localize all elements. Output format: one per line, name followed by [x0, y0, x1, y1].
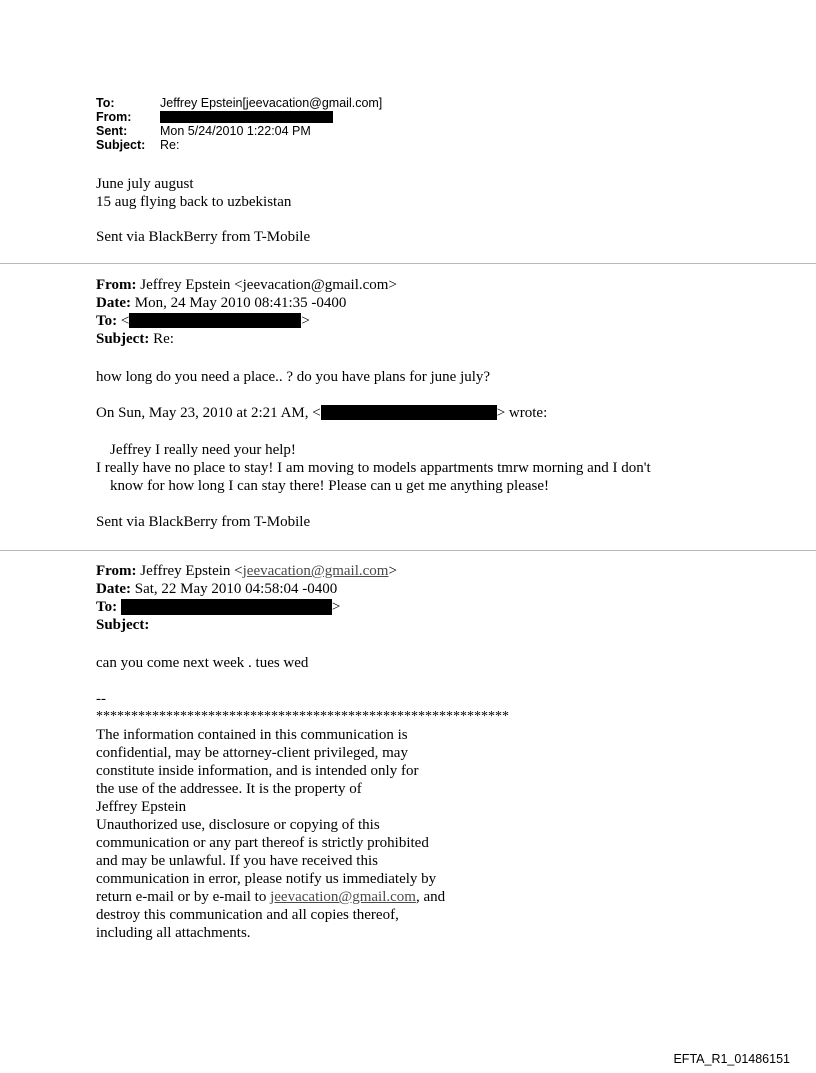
disclaimer-line: communication or any part thereof is strictly prohibited	[96, 835, 429, 851]
disclaimer-email-link[interactable]: jeevacation@gmail.com	[270, 889, 416, 905]
header-sent-row	[96, 124, 382, 138]
header-to-row	[96, 96, 382, 110]
header-from-row	[96, 110, 382, 124]
disclaimer-email-suffix: , and	[415, 889, 446, 905]
quote-intro-line	[96, 404, 547, 422]
redaction-bar	[160, 111, 333, 123]
from-email-link[interactable]: jeevacation@gmail.com	[242, 563, 389, 579]
disclaimer-line: communication in error, please notify us immediately by	[96, 871, 437, 887]
message2-signature	[96, 513, 310, 531]
to-label: To:	[96, 599, 118, 615]
quote-line: Jeffrey I really need your help!	[110, 442, 296, 458]
subject-label: Subject:	[96, 617, 150, 633]
from-label: From:	[96, 110, 132, 124]
date-value: Mon, 24 May 2010 08:41:35 -0400	[134, 295, 347, 311]
signature-dashes: --	[96, 691, 106, 707]
date-label: Date:	[96, 295, 131, 311]
message3-subject-row	[96, 616, 397, 634]
from-prefix: Jeffrey Epstein <	[140, 563, 243, 579]
document-id: EFTA_R1_01486151	[673, 1052, 790, 1066]
disclaimer-line: the use of the addressee. It is the property of	[96, 781, 362, 797]
quote-intro-text: On Sun, May 23, 2010 at 2:21 AM, <	[96, 405, 321, 421]
message3-header	[96, 562, 397, 634]
disclaimer-line: Jeffrey Epstein	[96, 799, 187, 815]
signature-text: Sent via BlackBerry from T-Mobile	[96, 229, 311, 245]
to-open: <	[120, 313, 130, 329]
redaction-bar	[321, 405, 497, 420]
message2-body	[96, 368, 490, 386]
body-text: can you come next week . tues wed	[96, 655, 309, 671]
message3-to-row	[96, 598, 397, 616]
from-suffix: >	[388, 563, 397, 579]
separator-stars: ***********************************************************	[96, 709, 509, 724]
message3-from-row	[96, 562, 397, 580]
to-label: To:	[96, 96, 115, 110]
from-label: From:	[96, 563, 137, 579]
subject-value: Re:	[153, 331, 174, 347]
divider	[0, 263, 816, 264]
message3-date-row	[96, 580, 397, 598]
message1-line2: 15 aug flying back to uzbekistan	[96, 194, 292, 210]
from-label: From:	[96, 277, 137, 293]
message3-body	[96, 654, 308, 672]
message1-line1: June july august	[96, 176, 194, 192]
sent-value: Mon 5/24/2010 1:22:04 PM	[160, 124, 311, 138]
message2-to-row	[96, 312, 397, 330]
message3-signature-block	[96, 690, 509, 942]
disclaimer-line: Unauthorized use, disclosure or copying of this	[96, 817, 380, 833]
sent-label: Sent:	[96, 124, 128, 138]
message1-body	[96, 175, 291, 211]
from-value: Jeffrey Epstein <jeevacation@gmail.com>	[140, 277, 397, 293]
date-value: Sat, 22 May 2010 04:58:04 -0400	[134, 581, 338, 597]
message1-signature	[96, 228, 310, 246]
disclaimer-line: destroy this communication and all copies thereof,	[96, 907, 399, 923]
redaction-bar	[121, 599, 332, 615]
body-text: how long do you need a place.. ? do you have plans for june july?	[96, 369, 491, 385]
quote-line: know for how long I can stay there! Please can u get me anything please!	[110, 478, 550, 494]
subject-label: Subject:	[96, 331, 150, 347]
to-value: Jeffrey Epstein[jeevacation@gmail.com]	[160, 96, 383, 110]
disclaimer-line: confidential, may be attorney-client privileged, may	[96, 745, 408, 761]
disclaimer-line: and may be unlawful. If you have received this	[96, 853, 378, 869]
to-close: >	[331, 599, 341, 615]
redaction-bar	[129, 313, 301, 328]
to-label: To:	[96, 313, 118, 329]
message2-date-row	[96, 294, 397, 312]
date-label: Date:	[96, 581, 131, 597]
to-close: >	[301, 313, 310, 329]
message2-quote	[96, 441, 651, 495]
disclaimer-line: constitute inside information, and is intended only for	[96, 763, 419, 779]
divider	[0, 550, 816, 551]
message2-quote-intro	[96, 404, 547, 422]
email-header	[96, 96, 382, 152]
disclaimer-line: including all attachments.	[96, 925, 251, 941]
header-subject-row	[96, 138, 382, 152]
disclaimer-line: The information contained in this communication is	[96, 727, 408, 743]
signature-text: Sent via BlackBerry from T-Mobile	[96, 514, 311, 530]
disclaimer-email-prefix: return e-mail or by e-mail to	[96, 889, 271, 905]
message2-header	[96, 276, 397, 348]
subject-value: Re:	[160, 138, 180, 152]
message2-subject-row	[96, 330, 397, 348]
quote-intro-end: > wrote:	[496, 405, 548, 421]
message2-from-row	[96, 276, 397, 294]
subject-label: Subject:	[96, 138, 146, 152]
quote-line: I really have no place to stay! I am moving to models appartments tmrw morning and I don't	[96, 460, 651, 476]
disclaimer-email-line	[96, 888, 509, 906]
